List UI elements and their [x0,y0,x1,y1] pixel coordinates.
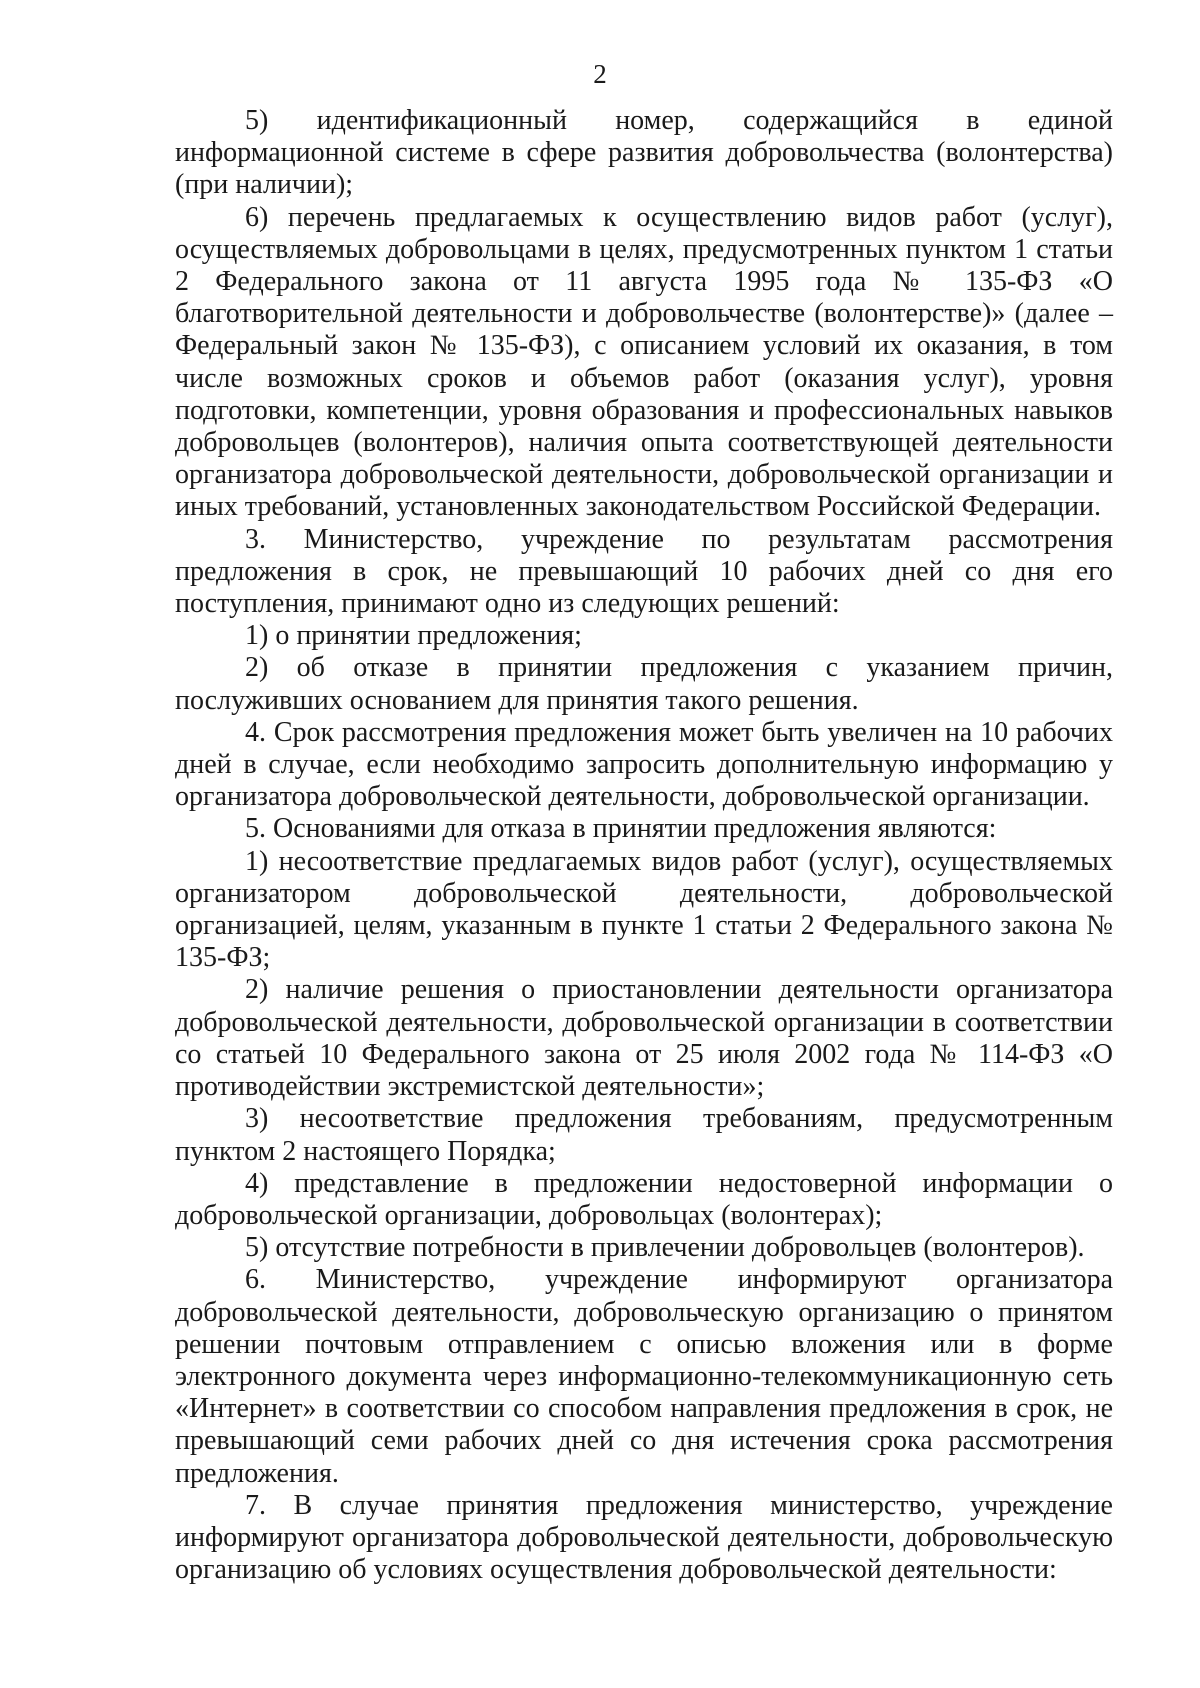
paragraph-ground-5-no-need: 5) отсутствие потребности в привлечении добровольцев (волонтеров). [245,1232,1085,1264]
paragraph-clause-5-refusal-grounds: 5. Основаниями для отказа в принятии предложения являются: [245,813,997,845]
paragraph-decision-accept: 1) о принятии предложения; [245,620,582,652]
paragraph-clause-7-conditions: 7. В случае принятия предложения министерство, учреждение информируют организатора добровольческой деятельности, добровольческую организацию об условиях осуществления добровольческой деятельности: [175,1489,1113,1586]
paragraph-ground-3-requirements: 3) несоответствие предложения требованиям, предусмотренным пунктом 2 настоящего Порядка; [175,1103,1113,1167]
page-number: 2 [593,59,607,89]
paragraph-ground-1-mismatch: 1) несоответствие предлагаемых видов работ (услуг), осуществляемых организатором добровольческой деятельности, добровольческой организацией, целям, указанным в пункте 1 статьи 2 Федерального закона № 135-ФЗ; [175,845,1113,974]
paragraph-item-5-identification-number: 5) идентификационный номер, содержащийся в единой информационной системе в сфере развития добровольчества (волонтерства) (при наличии); [175,105,1113,201]
paragraph-ground-2-suspension: 2) наличие решения о приостановлении деятельности организатора добровольческой деятельности, добровольческой организации в соответствии со статьей 10 Федерального закона от 25 июля 2002 года № 114-ФЗ «О противодействии экстремистской деятельности»; [175,974,1113,1103]
paragraph-clause-6-notification: 6. Министерство, учреждение информируют организатора добровольческой деятельности, добровольческую организацию о принятом решении почтовым отправлением с описью вложения или в форме электронного документа через информационно-телекоммуникационную сеть «Интернет» в соответствии со способом направления предложения в срок, не превышающий семи рабочих дней со дня истечения срока рассмотрения предложения. [175,1264,1113,1489]
paragraph-ground-4-false-info: 4) представление в предложении недостоверной информации о добровольческой организации, добровольцах (волонтерах); [175,1167,1113,1231]
paragraph-item-6-works-list: 6) перечень предлагаемых к осуществлению видов работ (услуг), осуществляемых добровольцами в целях, предусмотренных пунктом 1 статьи 2 Федерального закона от 11 августа 1995 года № 135-ФЗ «О благотворительной деятельности и добровольчестве (волонтерстве)» (далее – Федеральный закон № 135-ФЗ), с описанием условий их оказания, в том числе возможных сроков и объемов работ (оказания услуг), уровня подготовки, компетенции, уровня образования и профессиональных навыков добровольцев (волонтеров), наличия опыта соответствующей деятельности организатора добровольческой деятельности, добровольческой организации и иных требований, установленных законодательством Российской Федерации. [175,201,1113,523]
document-body [175,105,1113,1586]
paragraph-clause-3-decision: 3. Министерство, учреждение по результатам рассмотрения предложения в срок, не превышающий 10 рабочих дней со дня его поступления, принимают одно из следующих решений: [175,523,1113,620]
paragraph-decision-refuse: 2) об отказе в принятии предложения с указанием причин, послуживших основанием для принятия такого решения. [175,652,1113,716]
paragraph-clause-4-term-extension: 4. Срок рассмотрения предложения может быть увеличен на 10 рабочих дней в случае, если необходимо запросить дополнительную информацию у организатора добровольческой деятельности, добровольческой организации. [175,716,1113,813]
